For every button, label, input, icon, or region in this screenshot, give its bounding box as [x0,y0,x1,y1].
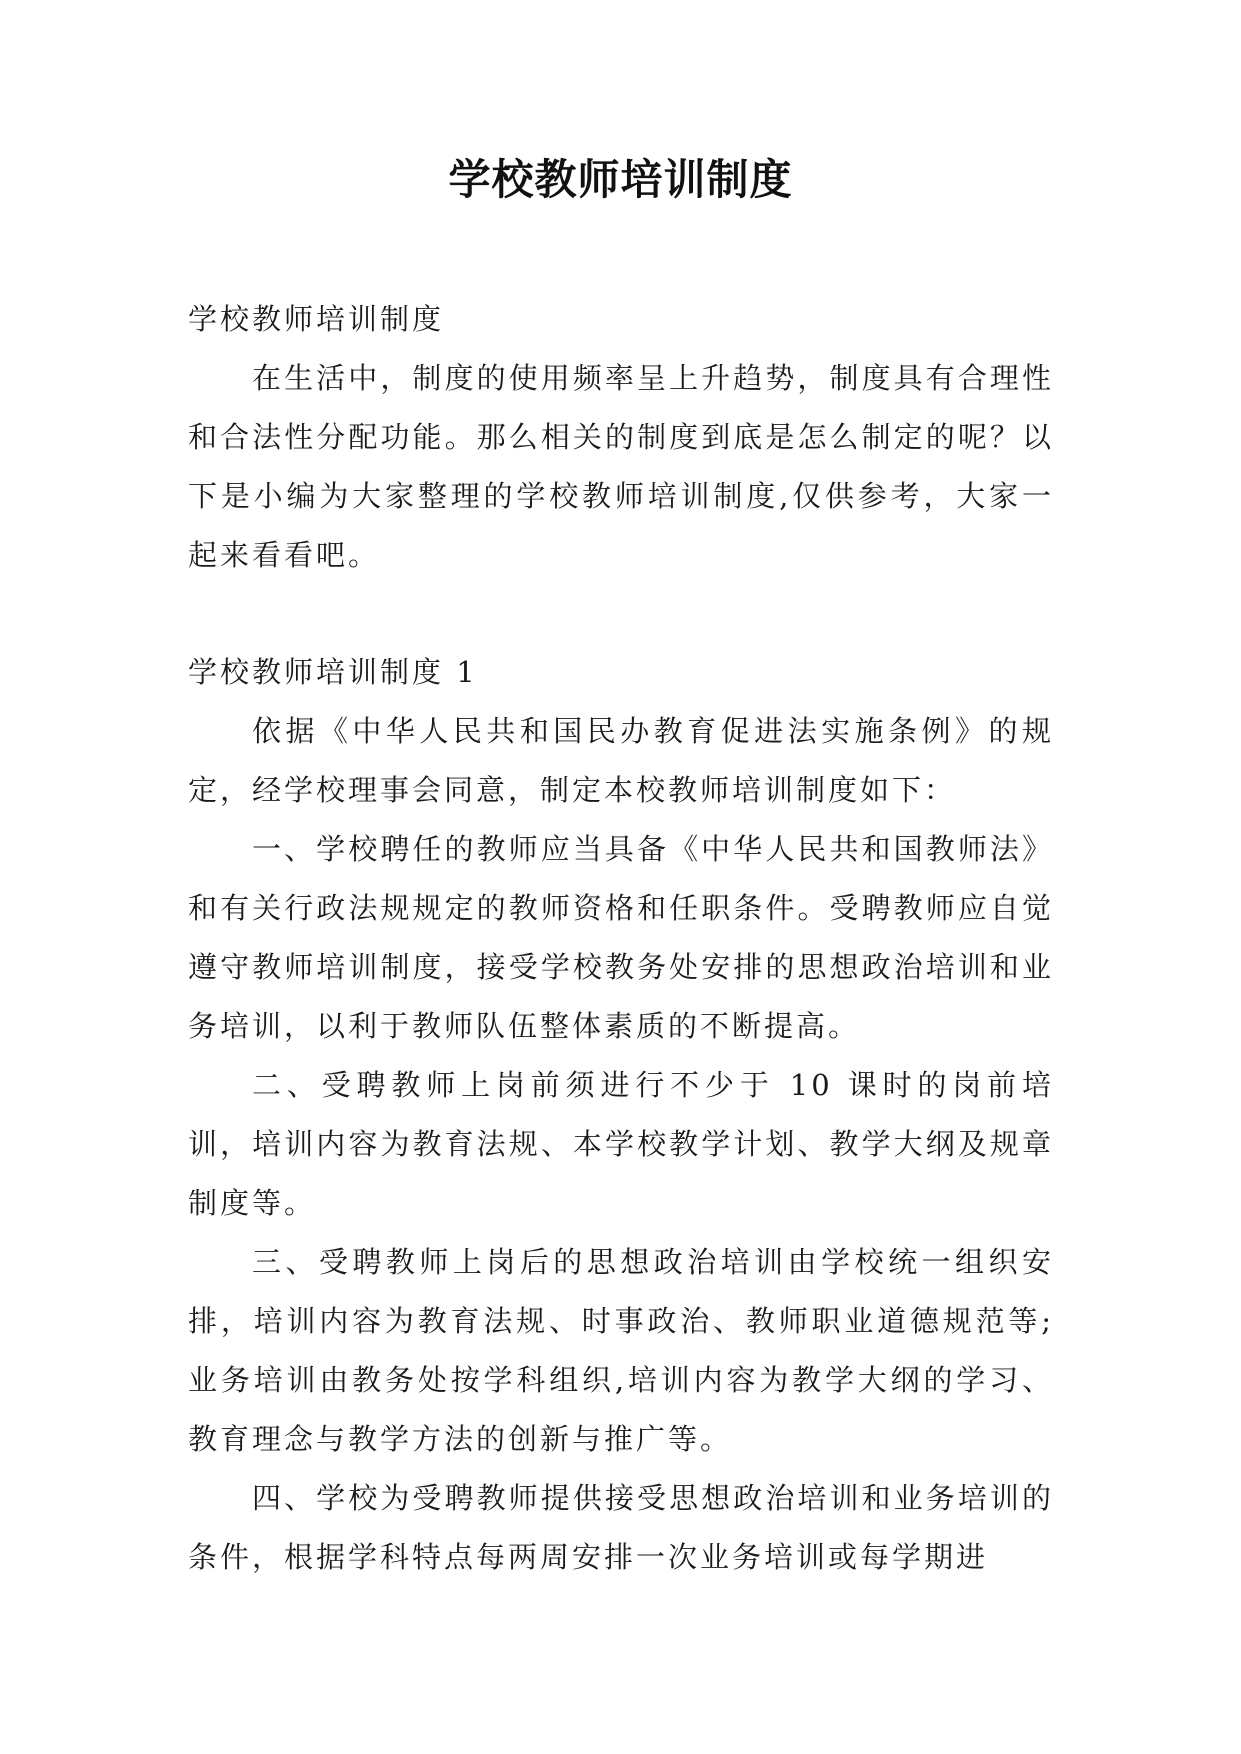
section1-paragraph-preamble: 依据《中华人民共和国民办教育促进法实施条例》的规定，经学校理事会同意，制定本校教师培训制度如下： [188,714,1054,807]
document-body [188,290,1054,1587]
intro-heading: 学校教师培训制度 [188,302,445,336]
intro-paragraph: 在生活中，制度的使用频率呈上升趋势，制度具有合理性和合法性分配功能。那么相关的制度到底是怎么制定的呢？以下是小编为大家整理的学校教师培训制度,仅供参考，大家一起来看看吧。 [188,361,1054,572]
document-title: 学校教师培训制度 [448,155,793,204]
section1-paragraph-clause-3: 三、受聘教师上岗后的思想政治培训由学校统一组织安排，培训内容为教育法规、时事政治、教师职业道德规范等;业务培训由教务处按学科组织,培训内容为教学大纲的学习、教育理念与教学方法的创新与推广等。 [188,1245,1054,1456]
section1-paragraph-clause-4: 四、学校为受聘教师提供接受思想政治培训和业务培训的条件，根据学科特点每两周安排一次业务培训或每学期进 [188,1481,1054,1574]
section1-heading: 学校教师培训制度 1 [188,655,478,689]
section1-paragraph-clause-1: 一、学校聘任的教师应当具备《中华人民共和国教师法》和有关行政法规规定的教师资格和任职条件。受聘教师应自觉遵守教师培训制度，接受学校教务处安排的思想政治培训和业务培训，以利于教师队伍整体素质的不断提高。 [188,832,1054,1043]
section-gap [188,585,1054,643]
section1-paragraph-clause-2: 二、受聘教师上岗前须进行不少于 10 课时的岗前培训，培训内容为教育法规、本学校教学计划、教学大纲及规章制度等。 [188,1068,1054,1220]
